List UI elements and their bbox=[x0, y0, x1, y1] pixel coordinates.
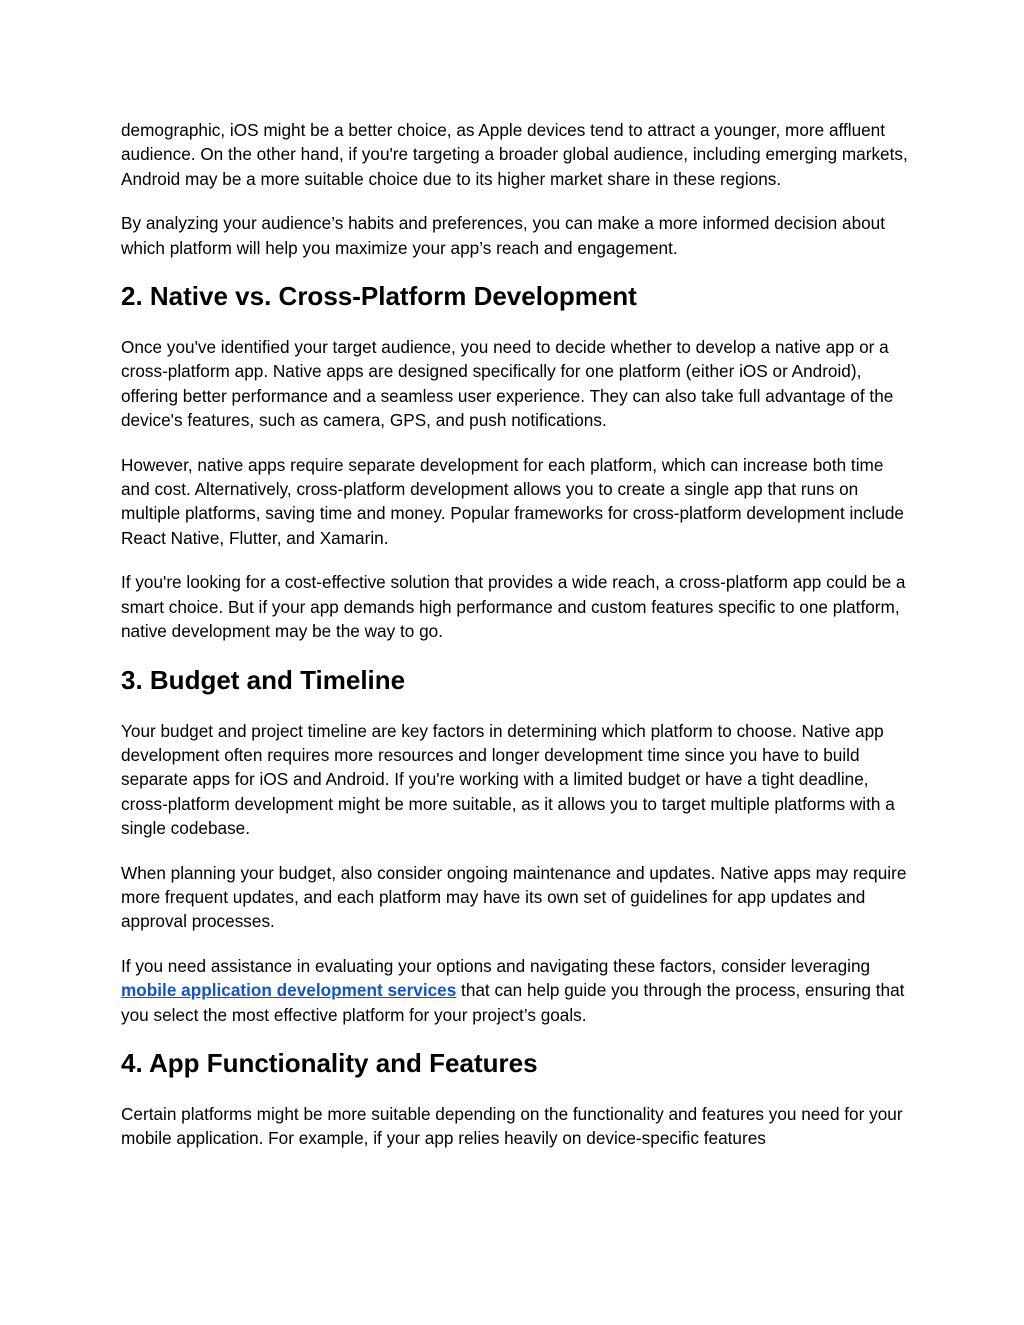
document-page bbox=[121, 118, 911, 1171]
paragraph-maintenance: When planning your budget, also consider ongoing maintenance and updates. Native apps may require more frequent updates, and each platform may have its own set of guidelines for app updates and approval processes. bbox=[121, 862, 907, 932]
heading-budget-and-timeline: 3. Budget and Timeline bbox=[121, 664, 406, 695]
paragraph-native-apps: Once you've identified your target audience, you need to decide whether to develop a native app or a cross-platform app. Native apps are designed specifically for one platform (either iOS or Android), offering better performance and a seamless user experience. They can also take full advantage of the device's features, such as camera, GPS, and push notifications. bbox=[121, 337, 894, 431]
paragraph-assistance-start: If you need assistance in evaluating your options and navigating these factors, consider leveraging bbox=[121, 955, 871, 976]
paragraph-assistance-end: that can help guide you through the process, ensuring that you select the most effective platform for your project’s goals. bbox=[121, 980, 905, 1025]
heading-app-functionality: 4. App Functionality and Features bbox=[121, 1047, 538, 1078]
mobile-app-dev-services-link[interactable]: mobile application development services bbox=[121, 980, 457, 1001]
heading-native-vs-cross-platform: 2. Native vs. Cross-Platform Development bbox=[121, 281, 637, 312]
paragraph-budget-timeline: Your budget and project timeline are key factors in determining which platform to choose. Native app development often requires more resources and longer development time since you have to build separate apps for iOS and Android. If you're working with a limited budget or have a tight deadline, cross-platform development might be more suitable, as it allows you to target multiple platforms with a single codebase. bbox=[121, 720, 895, 839]
paragraph-cost-effective: If you're looking for a cost-effective solution that provides a wide reach, a cross-platform app could be a smart choice. But if your app demands high performance and custom features specific to one platform, native development may be the way to go. bbox=[121, 572, 906, 642]
paragraph-demographic: demographic, iOS might be a better choice, as Apple devices tend to attract a younger, more affluent audience. On the other hand, if you're targeting a broader global audience, including emerging markets, Android may be a more suitable choice due to its higher market share in these regions. bbox=[121, 120, 908, 189]
paragraph-assistance bbox=[121, 954, 911, 1027]
paragraph-functionality: Certain platforms might be more suitable depending on the functionality and features you need for your mobile application. For example, if your app relies heavily on device-specific features bbox=[121, 1103, 903, 1149]
paragraph-audience-analysis: By analyzing your audience’s habits and preferences, you can make a more informed decision about which platform will help you maximize your app’s reach and engagement. bbox=[121, 213, 886, 258]
paragraph-cross-platform: However, native apps require separate development for each platform, which can increase both time and cost. Alternatively, cross-platform development allows you to create a single app that runs on multiple platforms, saving time and money. Popular frameworks for cross-platform development include React Native, Flutter, and Xamarin. bbox=[121, 454, 904, 548]
